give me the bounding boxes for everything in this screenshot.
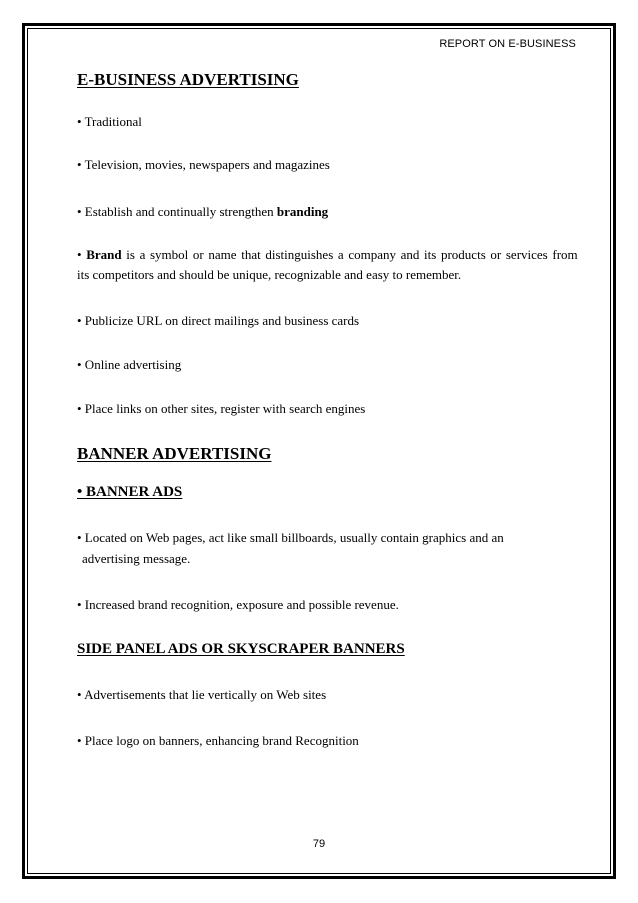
heading-side-panel-ads: SIDE PANEL ADS OR SKYSCRAPER BANNERS [77, 641, 405, 657]
heading-ebusiness-advertising: E-BUSINESS ADVERTISING [77, 70, 299, 89]
bullet-branding [77, 204, 328, 220]
bullet-located-on-web: • Located on Web pages, act like small billboards, usually contain graphics and an [77, 530, 504, 545]
bullet-publicize-url: • Publicize URL on direct mailings and business cards [77, 313, 360, 328]
bullet-place-links: • Place links on other sites, register with search engines [77, 401, 366, 416]
bullet-vertical-ads: • Advertisements that lie vertically on Web sites [77, 687, 327, 702]
bullet-branding-bold: branding [276, 204, 329, 219]
brand-term: Brand [86, 247, 122, 262]
subheading-banner-ads: • BANNER ADS [77, 484, 183, 500]
page-number: 79 [312, 838, 326, 850]
bullet-marker: • [77, 247, 87, 262]
located-on-web-continuation: advertising message. [82, 551, 191, 566]
bullet-media: • Television, movies, newspapers and magazines [77, 157, 330, 172]
bullet-brand-definition [77, 247, 578, 263]
bullet-brand-recognition: • Increased brand recognition, exposure and possible revenue. [77, 597, 399, 612]
bullet-branding-text: • Establish and continually strengthen [77, 204, 277, 219]
brand-definition-continuation: its competitors and should be unique, recognizable and easy to remember. [77, 267, 462, 282]
brand-definition-text: is a symbol or name that distinguishes a company and its products or services from [121, 247, 578, 262]
bullet-traditional: • Traditional [77, 114, 142, 129]
heading-banner-advertising: BANNER ADVERTISING [77, 444, 272, 463]
bullet-place-logo: • Place logo on banners, enhancing brand Recognition [77, 733, 359, 748]
running-header: REPORT ON E-BUSINESS [439, 38, 576, 50]
bullet-online-advertising: • Online advertising [77, 357, 182, 372]
